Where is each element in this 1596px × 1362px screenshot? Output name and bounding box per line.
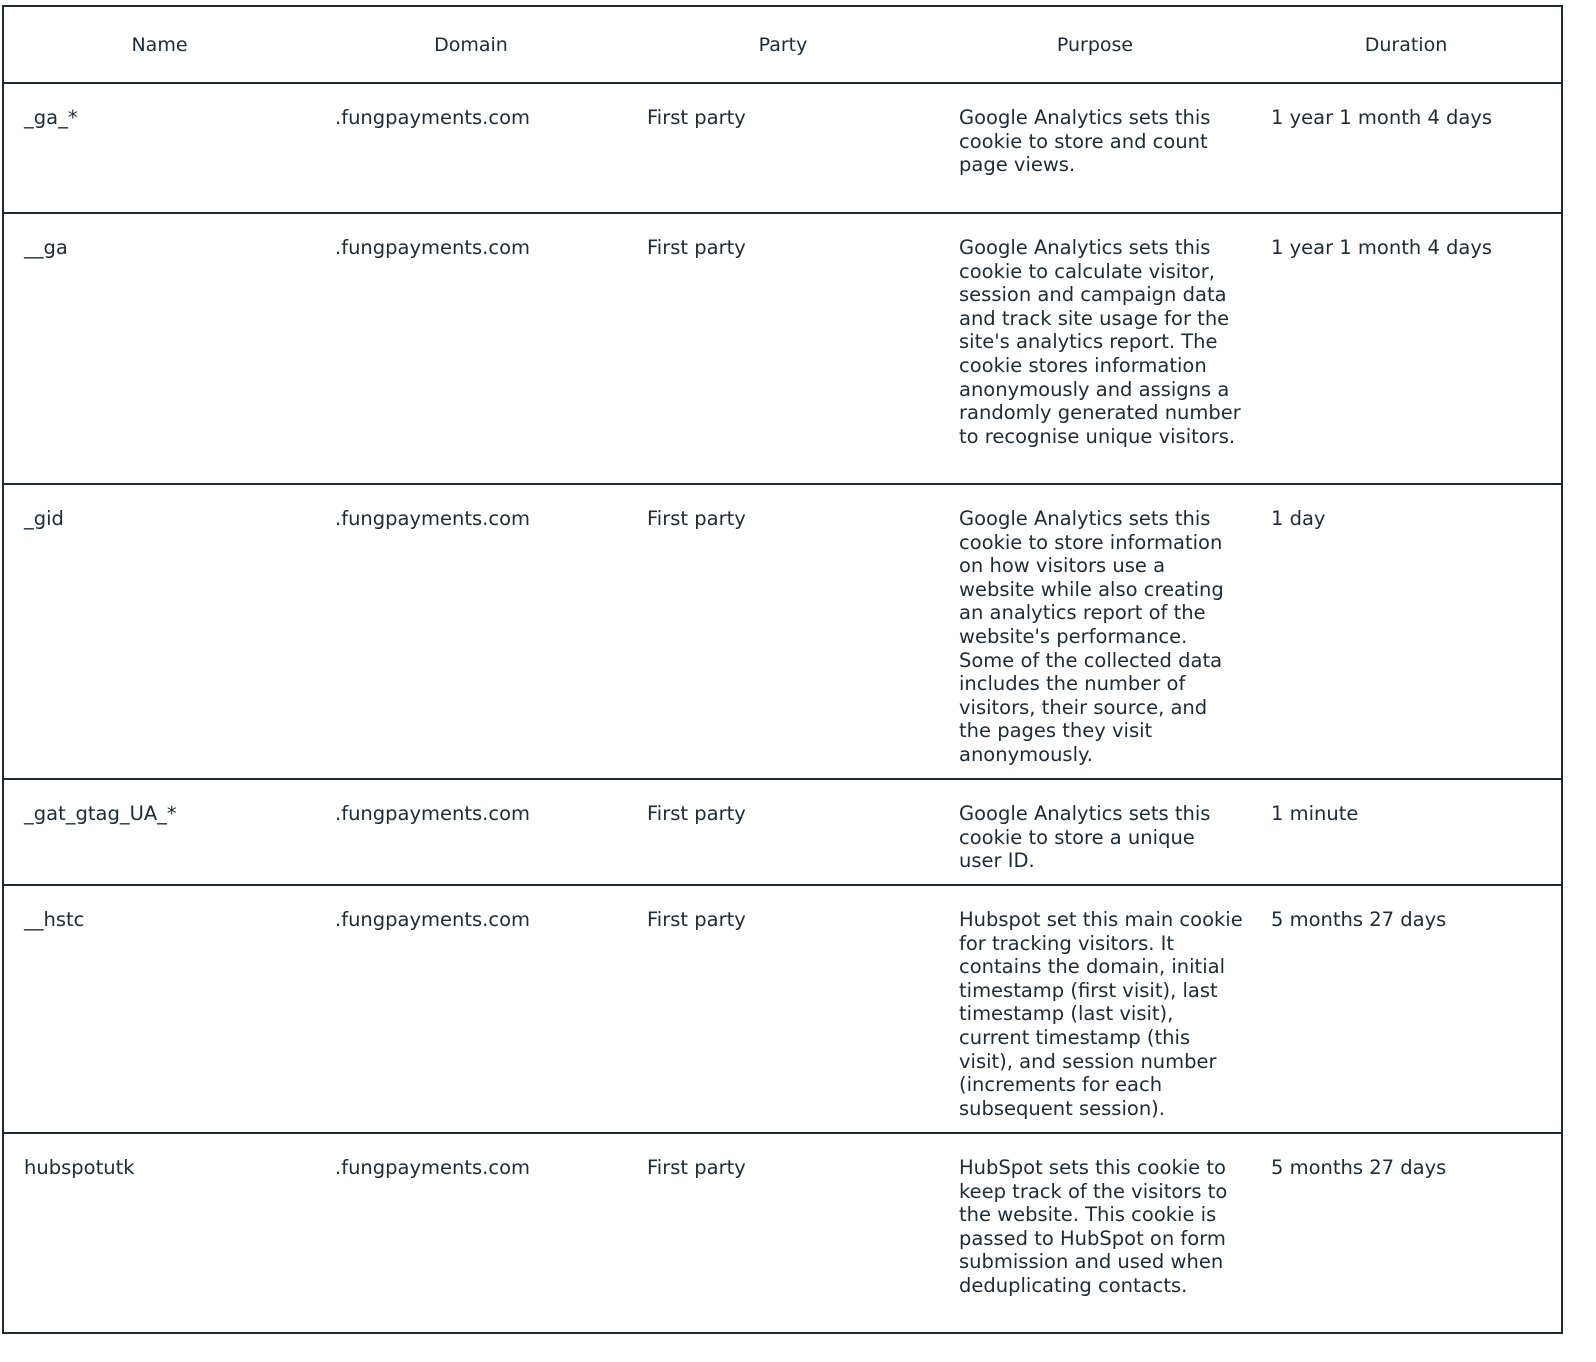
cookie-party: First party: [627, 213, 939, 484]
cookie-purpose: Hubspot set this main cookie for tracking visitors. It contains the domain, initial timestamp (first visit), last timestamp (last visit), current timestamp (this visit), and session number (increments for each subsequent session).: [939, 885, 1251, 1133]
cookie-name: hubspotutk: [3, 1133, 315, 1333]
cookie-domain: .fungpayments.com: [315, 484, 627, 779]
cookie-name: _gid: [3, 484, 315, 779]
column-header-duration: Duration: [1251, 6, 1562, 83]
column-header-purpose: Purpose: [939, 6, 1251, 83]
cookie-name: __hstc: [3, 885, 315, 1133]
cookie-party: First party: [627, 83, 939, 213]
cookie-purpose: HubSpot sets this cookie to keep track of the visitors to the website. This cookie is passed to HubSpot on form submission and used when deduplicating contacts.: [939, 1133, 1251, 1333]
cookie-party: First party: [627, 484, 939, 779]
column-header-domain: Domain: [315, 6, 627, 83]
cookie-purpose: Google Analytics sets this cookie to store information on how visitors use a website while also creating an analytics report of the website's performance. Some of the collected data includes the number of visitors, their source, and the pages they visit anonymously.: [939, 484, 1251, 779]
cookie-domain: .fungpayments.com: [315, 885, 627, 1133]
cookie-party: First party: [627, 1133, 939, 1333]
column-header-name: Name: [3, 6, 315, 83]
cookie-duration: 1 year 1 month 4 days: [1251, 213, 1562, 484]
cookie-duration: 1 year 1 month 4 days: [1251, 83, 1562, 213]
table-row: [3, 885, 1562, 1133]
cookie-name: _ga_*: [3, 83, 315, 213]
cookie-duration: 5 months 27 days: [1251, 885, 1562, 1133]
table-row: [3, 213, 1562, 484]
cookie-purpose: Google Analytics sets this cookie to store a unique user ID.: [939, 779, 1251, 885]
table-row: [3, 779, 1562, 885]
cookie-name: __ga: [3, 213, 315, 484]
table-body: [3, 83, 1562, 1333]
cookie-name: _gat_gtag_UA_*: [3, 779, 315, 885]
column-header-party: Party: [627, 6, 939, 83]
cookie-purpose: Google Analytics sets this cookie to store and count page views.: [939, 83, 1251, 213]
cookie-table-container: [2, 5, 1561, 1334]
cookie-domain: .fungpayments.com: [315, 213, 627, 484]
cookie-duration: 5 months 27 days: [1251, 1133, 1562, 1333]
cookie-domain: .fungpayments.com: [315, 779, 627, 885]
table-row: [3, 1133, 1562, 1333]
table-row: [3, 484, 1562, 779]
cookie-party: First party: [627, 885, 939, 1133]
cookie-domain: .fungpayments.com: [315, 83, 627, 213]
table-row: [3, 83, 1562, 213]
cookie-domain: .fungpayments.com: [315, 1133, 627, 1333]
cookie-duration: 1 minute: [1251, 779, 1562, 885]
cookie-purpose: Google Analytics sets this cookie to calculate visitor, session and campaign data and track site usage for the site's analytics report. The cookie stores information anonymously and assigns a randomly generated number to recognise unique visitors.: [939, 213, 1251, 484]
cookie-party: First party: [627, 779, 939, 885]
cookie-duration: 1 day: [1251, 484, 1562, 779]
header-row: [3, 6, 1562, 83]
cookie-table: [2, 5, 1563, 1334]
table-header: [3, 6, 1562, 83]
